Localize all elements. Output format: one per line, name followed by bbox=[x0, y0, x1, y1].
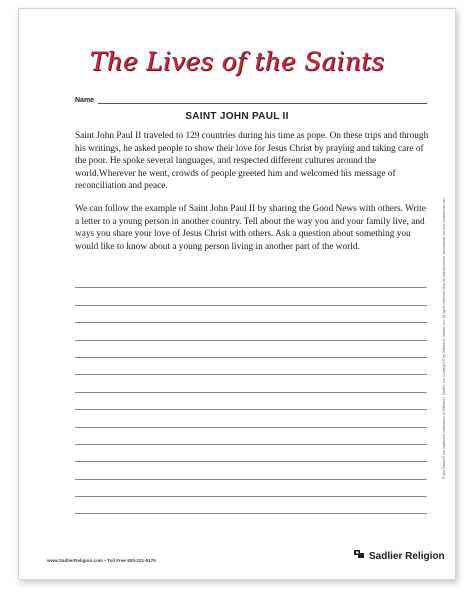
sadlier-logo-icon bbox=[352, 547, 366, 566]
writing-line bbox=[75, 288, 427, 305]
writing-lines bbox=[75, 271, 427, 514]
writing-line bbox=[75, 358, 427, 375]
writing-line bbox=[75, 271, 427, 288]
name-label: Name bbox=[75, 97, 95, 104]
brand-logo bbox=[352, 547, 445, 566]
instructions-paragraph: We can follow the example of Saint John Paul II by sharing the Good News with others. Write a letter to a young person in another country. Tell about the way you and your family live, and ways you share your love of Jesus Christ with others. Ask a question about something you would like to know about a young person living in another part of the world. bbox=[75, 204, 426, 252]
footer-contact: www.SadlierReligion.com • Toll Free 800-221-5175 bbox=[47, 558, 156, 563]
copyright-note: ® and Sadlier® are registered trademarks of William H. Sadlier, Inc. Copyright © by William H. Sadlier, Inc. All rights reserved. May be reproduced for educational use (not commercial use). bbox=[442, 197, 446, 479]
writing-line bbox=[75, 480, 427, 497]
biography-paragraph: Saint John Paul II traveled to 129 countries during his time as pope. On these trips and through his writings, he asked people to show their love for Jesus Christ by praying and taking care of the poor. He spoke several languages, and respected different cultures around the world.Wherever he went, crowds of people greeted him and welcomed his message of reconciliation and peace. bbox=[75, 131, 429, 192]
saint-heading: SAINT JOHN PAUL II bbox=[185, 111, 289, 122]
worksheet-title: The Lives of the Saints bbox=[89, 47, 385, 76]
writing-line bbox=[75, 306, 427, 323]
name-line bbox=[98, 96, 427, 104]
writing-line bbox=[75, 428, 427, 445]
writing-line bbox=[75, 393, 427, 410]
worksheet-page bbox=[18, 8, 456, 580]
writing-line bbox=[75, 323, 427, 340]
writing-line bbox=[75, 410, 427, 427]
name-field bbox=[75, 96, 427, 104]
writing-line bbox=[75, 375, 427, 392]
writing-line bbox=[75, 341, 427, 358]
writing-line bbox=[75, 497, 427, 514]
writing-line bbox=[75, 462, 427, 479]
brand-name: Sadlier Religion bbox=[369, 551, 445, 562]
writing-line bbox=[75, 445, 427, 462]
